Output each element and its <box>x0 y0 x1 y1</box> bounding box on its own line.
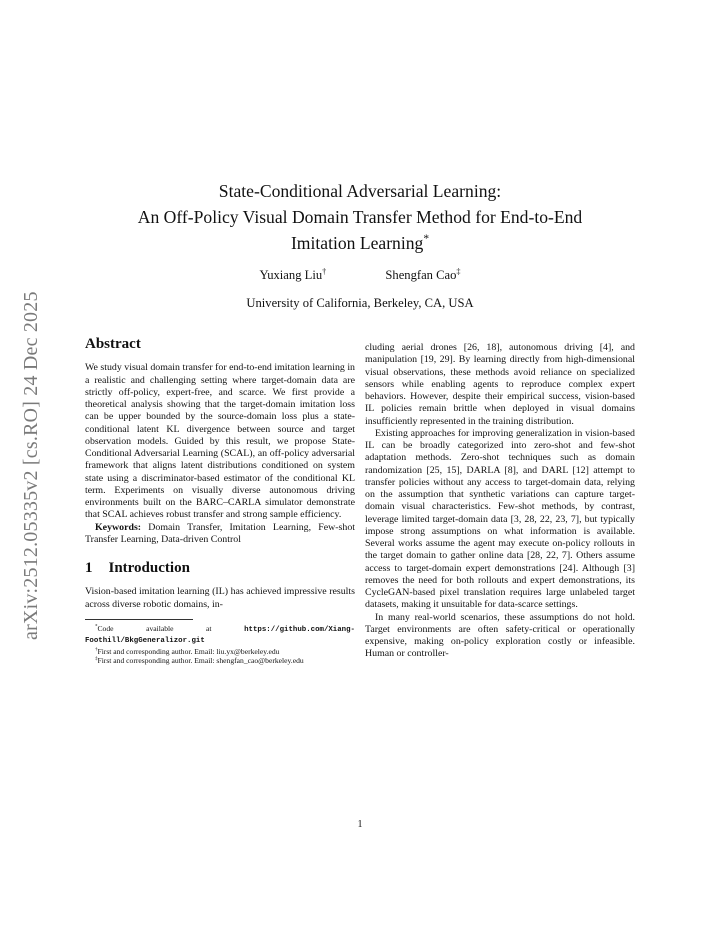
footnote-2-mark: † <box>95 647 98 653</box>
code-url-link[interactable]: https://github.com/Xiang-Foothill/BkgGeneralizor.git <box>85 625 355 646</box>
title-line-2: An Off-Policy Visual Domain Transfer Method for End-to-End <box>137 207 583 227</box>
abstract-heading: Abstract <box>85 336 141 352</box>
introduction-heading <box>85 562 355 574</box>
footnote-1-text: Code available at <box>97 623 212 633</box>
footnotes <box>85 624 355 666</box>
introduction-paragraph-3: In many real-world scenarios, these assumptions do not hold. Target environments are often safety-critical or operationally expensive, making on-policy exploration costly or infeasible. Human or controller- <box>365 611 635 660</box>
footnote-3-text: First and corresponding author. Email: shengfan_cao@berkeley.edu <box>97 655 304 665</box>
arxiv-identifier: arXiv:2512.05335v2 [cs.RO] 24 Dec 2025 <box>20 291 42 640</box>
footnote-1-mark: * <box>95 624 98 630</box>
title-line-3-text: Imitation Learning <box>290 233 424 253</box>
introduction-text-start: Vision-based imitation learning (IL) has achieved impressive results across diverse robotic domains, in- <box>85 586 355 610</box>
author-2 <box>385 268 460 283</box>
author-1-name: Yuxiang Liu <box>259 268 323 282</box>
footnote-1 <box>85 624 355 647</box>
abstract-text: We study visual domain transfer for end-to-end imitation learning in a realistic and challenging setting where target-domain data are strictly off-policy, expert-free, and scarce. We first provide a theoretical analysis showing that the target-domain imitation loss can be upper bounded by the source-domain loss plus a state-conditional latent KL divergence between source and target observation models. Guided by this result, we propose State-Conditional Adversarial Learning (SCAL), an off-policy adversarial framework that aligns latent distributions conditioned on system state using a discriminator-based estimator of the conditional KL term. Experiments on visually diverse autonomous driving environments built on the BARC–CARLA simulator demonstrate that SCAL achieves robust transfer and strong sample efficiency. <box>85 362 355 521</box>
title-line-1: State-Conditional Adversarial Learning: <box>218 181 502 201</box>
keywords-label: Keywords: <box>95 521 142 533</box>
title-footnote-mark: * <box>423 233 430 246</box>
page-number: 1 <box>357 819 363 830</box>
right-column <box>365 342 635 661</box>
footnote-2 <box>85 647 355 656</box>
section-number: 1 <box>85 560 93 576</box>
footnote-rule <box>85 619 193 620</box>
author-2-mark: ‡ <box>456 266 461 276</box>
title-line-3 <box>90 230 630 256</box>
introduction-paragraph-1: cluding aerial drones [26, 18], autonomous driving [4], and manipulation [19, 29]. By learning directly from high-dimensional visual observations, these methods avoid reliance on specialized sensors while enabling agents to reproduce complex expert behaviors. However, despite their empirical success, vision-based IL policies remain brittle when deployed in visual domains insufficiently represented in the training distribution. <box>365 342 635 427</box>
footnote-3 <box>85 656 355 665</box>
left-column <box>85 338 355 665</box>
section-title: Introduction <box>108 560 190 576</box>
author-1-mark: † <box>322 266 327 276</box>
keywords-line <box>85 522 355 547</box>
author-list <box>0 268 720 283</box>
author-2-name: Shengfan Cao <box>385 268 457 282</box>
introduction-paragraph-2: Existing approaches for improving generalization in vision-based IL can be broadly categorized into zero-shot and few-shot adaptation methods. Zero-shot techniques such as domain randomization [25, 15], DARLA [8], and DARL [12] attempt to transfer policies without any access to target-domain data, relying on the assumption that synthetic variations can capture target-domain visual characteristics. Few-shot methods, by contrast, leverage limited target-domain data [3, 28, 22, 23, 7], but typically impose strong assumptions on what information is available. Several works assume the agent may execute on-policy rollouts in the target domain to gather online data [28, 22, 7]. Others assume access to target-domain expert demonstrations [24]. Although [3] removes the need for both rollouts and expert demonstrations, its CycleGAN-based pixel translation requires large unlabeled target datasets, making it unsuitable for data-scarce settings. <box>365 427 635 611</box>
footnote-3-mark: ‡ <box>95 656 98 662</box>
keywords-text: Domain Transfer, Imitation Learning, Few-shot Transfer Learning, Data-driven Control <box>85 521 356 545</box>
affiliation: University of California, Berkeley, CA, USA <box>246 296 474 310</box>
paper-title <box>90 178 630 256</box>
footnote-2-text: First and corresponding author. Email: liu.yx@berkeley.edu <box>97 646 280 656</box>
author-1 <box>260 268 327 283</box>
